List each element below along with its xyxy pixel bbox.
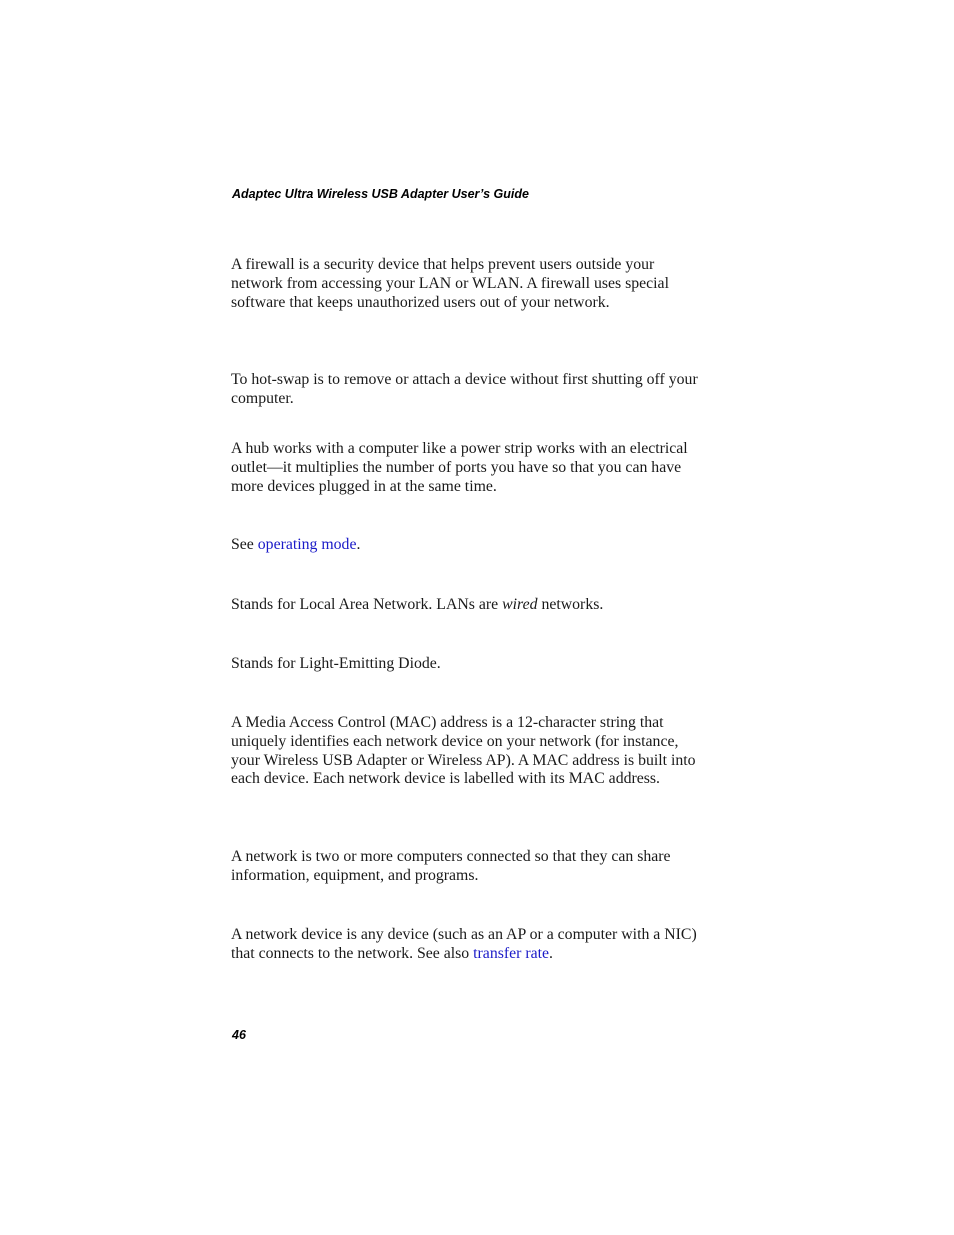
network-device-prefix: A network device is any device (such as an AP or a computer with a NIC) that connects to the network. See also (231, 926, 697, 962)
running-header: Adaptec Ultra Wireless USB Adapter User’s Guide (232, 187, 529, 201)
firewall-definition: A firewall is a security device that helps prevent users outside your network from accessing your LAN or WLAN. A firewall uses special software that keeps unauthorized users out of your network. (231, 256, 669, 311)
lan-definition (231, 596, 701, 615)
network-device-suffix: . (549, 944, 553, 962)
network-definition: A network is two or more computers connected so that they can share information, equipment, and programs. (231, 848, 671, 884)
network-device-definition (231, 926, 701, 964)
infrastructure-prefix: See (231, 536, 258, 553)
lan-prefix: Stands for Local Area Network. LANs are (231, 596, 503, 613)
hot-swap-definition: To hot-swap is to remove or attach a device without first shutting off your computer. (231, 371, 698, 407)
page-number: 46 (232, 1028, 246, 1042)
operating-mode-link[interactable]: operating mode (257, 536, 357, 553)
mac-address-definition: A Media Access Control (MAC) address is a 12-character string that uniquely identifies each network device on your network (for instance, your Wireless USB Adapter or Wireless AP). A MAC address is built into each device. Each network device is labelled with its MAC address. (231, 714, 696, 788)
infrastructure-suffix: . (356, 536, 361, 553)
infrastructure-definition (231, 536, 701, 555)
transfer-rate-link[interactable]: transfer rate (473, 944, 550, 962)
led-definition: Stands for Light-Emitting Diode. (231, 655, 441, 672)
hub-definition: A hub works with a computer like a power strip works with an electrical outlet—it multiplies the number of ports you have so that you can have more devices plugged in at the same time. (231, 440, 688, 495)
lan-suffix: networks. (537, 596, 604, 613)
lan-emphasis: wired (502, 596, 538, 613)
